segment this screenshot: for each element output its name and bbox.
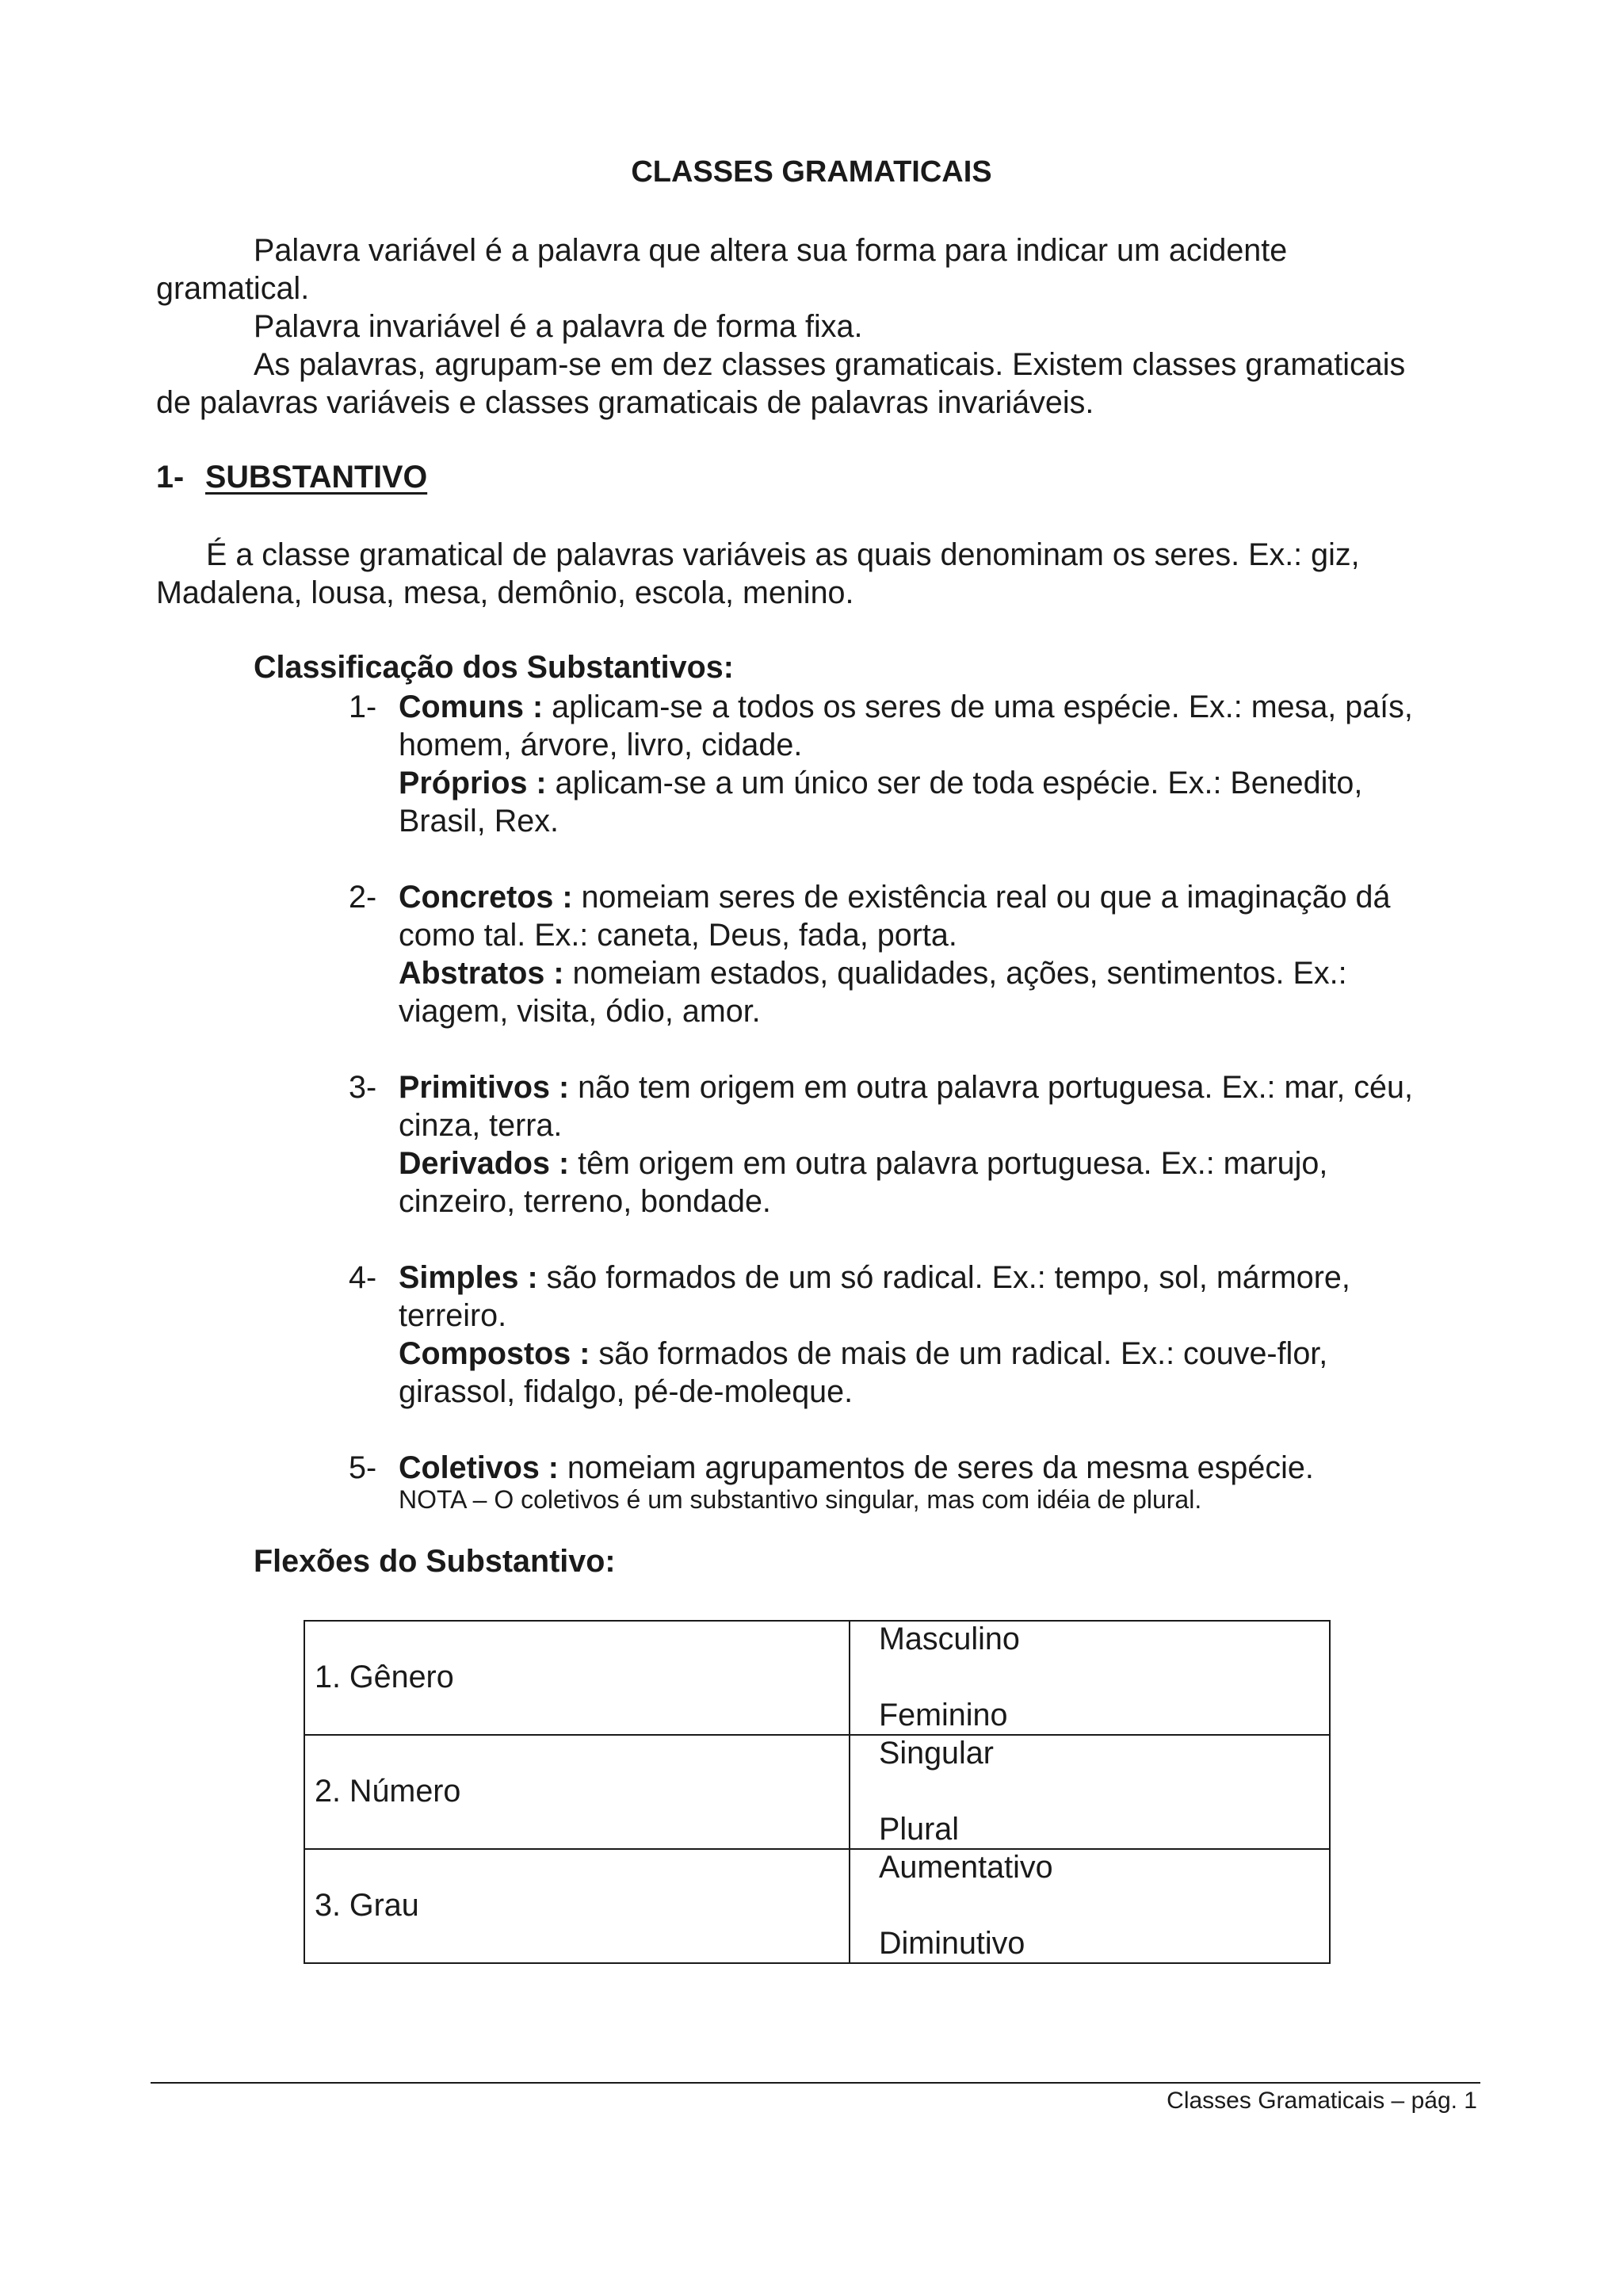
list-item-line: [399, 1259, 1350, 1297]
list-item-number: 2-: [349, 880, 377, 915]
flexoes-table: [304, 1620, 1331, 1964]
term: Próprios :: [399, 766, 547, 800]
term: Concretos :: [399, 880, 573, 915]
term: Primitivos :: [399, 1070, 570, 1105]
section-definition-line-1: É a classe gramatical de palavras variáveis as quais denominam os seres. Ex.: giz,: [206, 537, 1360, 572]
list-item-line: [399, 688, 1413, 726]
list-item-line: cinza, terra.: [399, 1108, 563, 1143]
list-item-line: como tal. Ex.: caneta, Deus, fada, porta.: [399, 918, 957, 953]
list-item-line: [399, 764, 1362, 802]
list-item-line: [399, 1449, 1314, 1487]
list-item-line: cinzeiro, terreno, bondade.: [399, 1184, 771, 1219]
flexoes-heading: Flexões do Substantivo:: [254, 1544, 616, 1579]
list-item-line: [399, 878, 1390, 916]
term-description: são formados de um só radical. Ex.: tempo, sol, mármore,: [537, 1260, 1350, 1295]
list-item-line: [399, 1068, 1413, 1106]
row-value-1: Singular: [879, 1736, 994, 1771]
term: Simples :: [399, 1260, 538, 1295]
term-description: têm origem em outra palavra portuguesa. Ex.: marujo,: [569, 1146, 1328, 1181]
term-description: aplicam-se a todos os seres de uma espécie. Ex.: mesa, país,: [543, 690, 1413, 724]
term: Abstratos :: [399, 956, 564, 991]
list-item-line: terreiro.: [399, 1298, 507, 1333]
table-cell-values: [850, 1735, 1330, 1849]
section-title: SUBSTANTIVO: [205, 460, 428, 495]
table-row: [304, 1735, 1330, 1849]
table-cell-values: [850, 1849, 1330, 1963]
list-item-line: [399, 1144, 1327, 1182]
row-label: 3. Grau: [315, 1888, 419, 1923]
intro-paragraph-3-line-2: de palavras variáveis e classes gramaticais de palavras invariáveis.: [156, 385, 1094, 420]
table-cell-values: [850, 1621, 1330, 1735]
table-cell-label: [304, 1621, 850, 1735]
list-item-number: 4-: [349, 1260, 377, 1295]
term-description: nomeiam agrupamentos de seres da mesma espécie.: [558, 1450, 1314, 1485]
term: Compostos :: [399, 1336, 590, 1371]
page-title: CLASSES GRAMATICAIS: [631, 155, 992, 189]
list-item-line: Brasil, Rex.: [399, 804, 559, 839]
list-item-number: 3-: [349, 1070, 377, 1105]
footer-divider: [151, 2082, 1480, 2084]
note-text: NOTA – O coletivos é um substantivo singular, mas com idéia de plural.: [399, 1485, 1202, 1514]
intro-paragraph-1-line-2: gramatical.: [156, 271, 310, 306]
intro-paragraph-3-line-1: As palavras, agrupam-se em dez classes gramaticais. Existem classes gramaticais: [254, 347, 1406, 382]
page-footer: Classes Gramaticais – pág. 1: [1167, 2088, 1477, 2114]
row-label: 2. Número: [315, 1774, 461, 1809]
term-description: aplicam-se a um único ser de toda espécie. Ex.: Benedito,: [546, 766, 1363, 800]
list-item-line: girassol, fidalgo, pé-de-moleque.: [399, 1374, 854, 1409]
list-item-line: viagem, visita, ódio, amor.: [399, 994, 761, 1029]
table-cell-label: [304, 1735, 850, 1849]
term-description: nomeiam estados, qualidades, ações, sentimentos. Ex.:: [563, 956, 1347, 991]
list-item-number: 5-: [349, 1450, 377, 1485]
list-item-line: [399, 1335, 1327, 1373]
list-item-number: 1-: [349, 690, 377, 724]
row-value-1: Aumentativo: [879, 1850, 1053, 1885]
term: Derivados :: [399, 1146, 570, 1181]
row-label: 1. Gênero: [315, 1660, 454, 1694]
table-cell-label: [304, 1849, 850, 1963]
table-row: [304, 1849, 1330, 1963]
row-value-2: Feminino: [879, 1698, 1008, 1733]
row-value-1: Masculino: [879, 1622, 1020, 1656]
section-definition-line-2: Madalena, lousa, mesa, demônio, escola, menino.: [156, 575, 854, 610]
section-number: 1-: [156, 460, 185, 495]
classificacao-heading: Classificação dos Substantivos:: [254, 650, 734, 685]
intro-paragraph-2: Palavra invariável é a palavra de forma fixa.: [254, 309, 863, 344]
table-row: [304, 1621, 1330, 1735]
intro-paragraph-1-line-1: Palavra variável é a palavra que altera sua forma para indicar um acidente: [254, 233, 1288, 268]
row-value-2: Diminutivo: [879, 1926, 1025, 1961]
term-description: são formados de mais de um radical. Ex.: couve-flor,: [590, 1336, 1328, 1371]
term-description: não tem origem em outra palavra portuguesa. Ex.: mar, céu,: [569, 1070, 1413, 1105]
term: Comuns :: [399, 690, 544, 724]
term: Coletivos :: [399, 1450, 559, 1485]
list-item-line: [399, 954, 1347, 992]
list-item-line: homem, árvore, livro, cidade.: [399, 728, 803, 762]
row-value-2: Plural: [879, 1812, 959, 1847]
term-description: nomeiam seres de existência real ou que a imaginação dá: [572, 880, 1391, 915]
